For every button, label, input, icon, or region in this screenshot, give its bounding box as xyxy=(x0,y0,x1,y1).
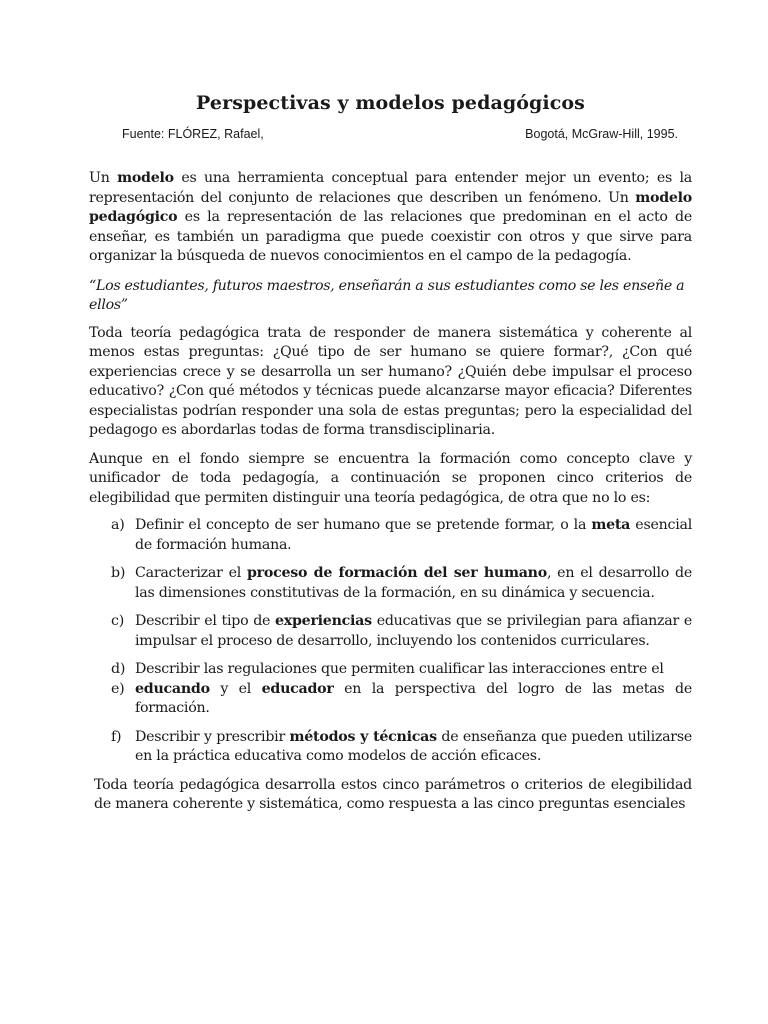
bold-term-modelo: modelo xyxy=(117,170,174,186)
text-run: y el xyxy=(209,680,262,697)
text-run: Describir y prescribir xyxy=(135,728,290,745)
text-run: Describir el tipo de xyxy=(135,613,276,629)
criteria-intro-paragraph: Aunque en el fondo siempre se encuentra la formación como concepto clave y unificador de toda pedagogía, a continuación se proponen cinco criterios de elegibilidad que permiten distinguir una teoría pedagógica, de otra que no lo es: xyxy=(89,450,692,506)
list-marker: a) xyxy=(111,517,125,533)
source-author: Fuente: FLÓREZ, Rafael, xyxy=(122,127,264,141)
list-item xyxy=(89,728,692,767)
text-run: Describir las regulaciones que permiten cualificar las interacciones entre el xyxy=(135,661,664,677)
list-item-text xyxy=(135,564,692,603)
list-item xyxy=(89,516,692,555)
bold-term: métodos y técnicas xyxy=(289,728,437,745)
list-marker: e) xyxy=(111,680,125,697)
questions-paragraph: Toda teoría pedagógica trata de responder de manera sistemática y coherente al menos estas preguntas: ¿Qué tipo de ser humano se quiere formar?, ¿Con qué experiencias crece y se desarrolla un ser humano? ¿Quién debe impulsar el proceso educativo? ¿Con qué métodos y técnicas puede alcanzarse mayor eficacia? Diferentes especialistas podrían responder una sola de estas preguntas; pero la especialidad del pedagogo es abordarlas todas de forma transdisciplinaria. xyxy=(89,324,692,438)
list-item-text xyxy=(135,612,692,651)
text-run: , en el desarrollo de las dimensiones constitutivas de la formación, en su dinámica y secuencia. xyxy=(135,565,692,601)
source-line xyxy=(122,127,678,141)
list-item xyxy=(89,680,692,719)
text-run: es la representación de las relaciones que predominan en el acto de enseñar, es también un paradigma que puede coexistir con otros y que sirve para organizar la búsqueda de nuevos conocimientos en el campo de la pedagogía. xyxy=(89,209,692,264)
list-marker: d) xyxy=(111,661,126,677)
bold-term: educando xyxy=(135,680,210,697)
text-run: Definir el concepto de ser humano que se pretende formar, o la xyxy=(135,517,592,533)
bold-term: meta xyxy=(591,517,631,533)
list-item-text xyxy=(135,516,692,555)
list-item-text xyxy=(135,680,692,719)
document-title: Perspectivas y modelos pedagógicos xyxy=(196,92,585,114)
source-publisher: Bogotá, McGraw-Hill, 1995. xyxy=(525,127,678,141)
list-item-text xyxy=(135,728,692,767)
list-marker: c) xyxy=(111,613,124,629)
criteria-list xyxy=(89,516,692,767)
text-run: Caracterizar el xyxy=(135,565,248,581)
text-run: Un xyxy=(89,170,118,186)
text-run: educativas que se privilegian para afianzar e impulsar el proceso de desarrollo, incluyendo los contenidos curriculares. xyxy=(135,613,692,649)
list-item xyxy=(89,612,692,651)
bold-term-modelo-pedagogico: modelo pedagógico xyxy=(89,189,692,225)
text-run: es una herramienta conceptual para entender mejor un evento; es la representación del conjunto de relaciones que describen un fenómeno. Un xyxy=(89,170,692,206)
bold-term: educador xyxy=(261,680,334,697)
list-marker: b) xyxy=(111,565,126,581)
list-item-text xyxy=(135,660,692,680)
text-run: esencial de formación humana. xyxy=(135,517,692,553)
text-run: de enseñanza que pueden utilizarse en la práctica educativa como modelos de acción eficaces. xyxy=(135,728,692,764)
quote-paragraph: “Los estudiantes, futuros maestros, enseñarán a sus estudiantes como se les enseñe a ellos” xyxy=(89,277,685,313)
bold-term: proceso de formación del ser humano xyxy=(247,565,547,581)
list-item xyxy=(89,660,692,680)
closing-paragraph: Toda teoría pedagógica desarrolla estos cinco parámetros o criterios de elegibilidad de manera coherente y sistemática, como respuesta a las cinco preguntas esenciales xyxy=(94,776,692,812)
text-run: en la perspectiva del logro de las metas de formación. xyxy=(135,680,692,716)
list-item xyxy=(89,564,692,603)
intro-paragraph xyxy=(89,169,692,267)
bold-term: experiencias xyxy=(275,613,372,629)
list-marker: f) xyxy=(111,728,122,745)
